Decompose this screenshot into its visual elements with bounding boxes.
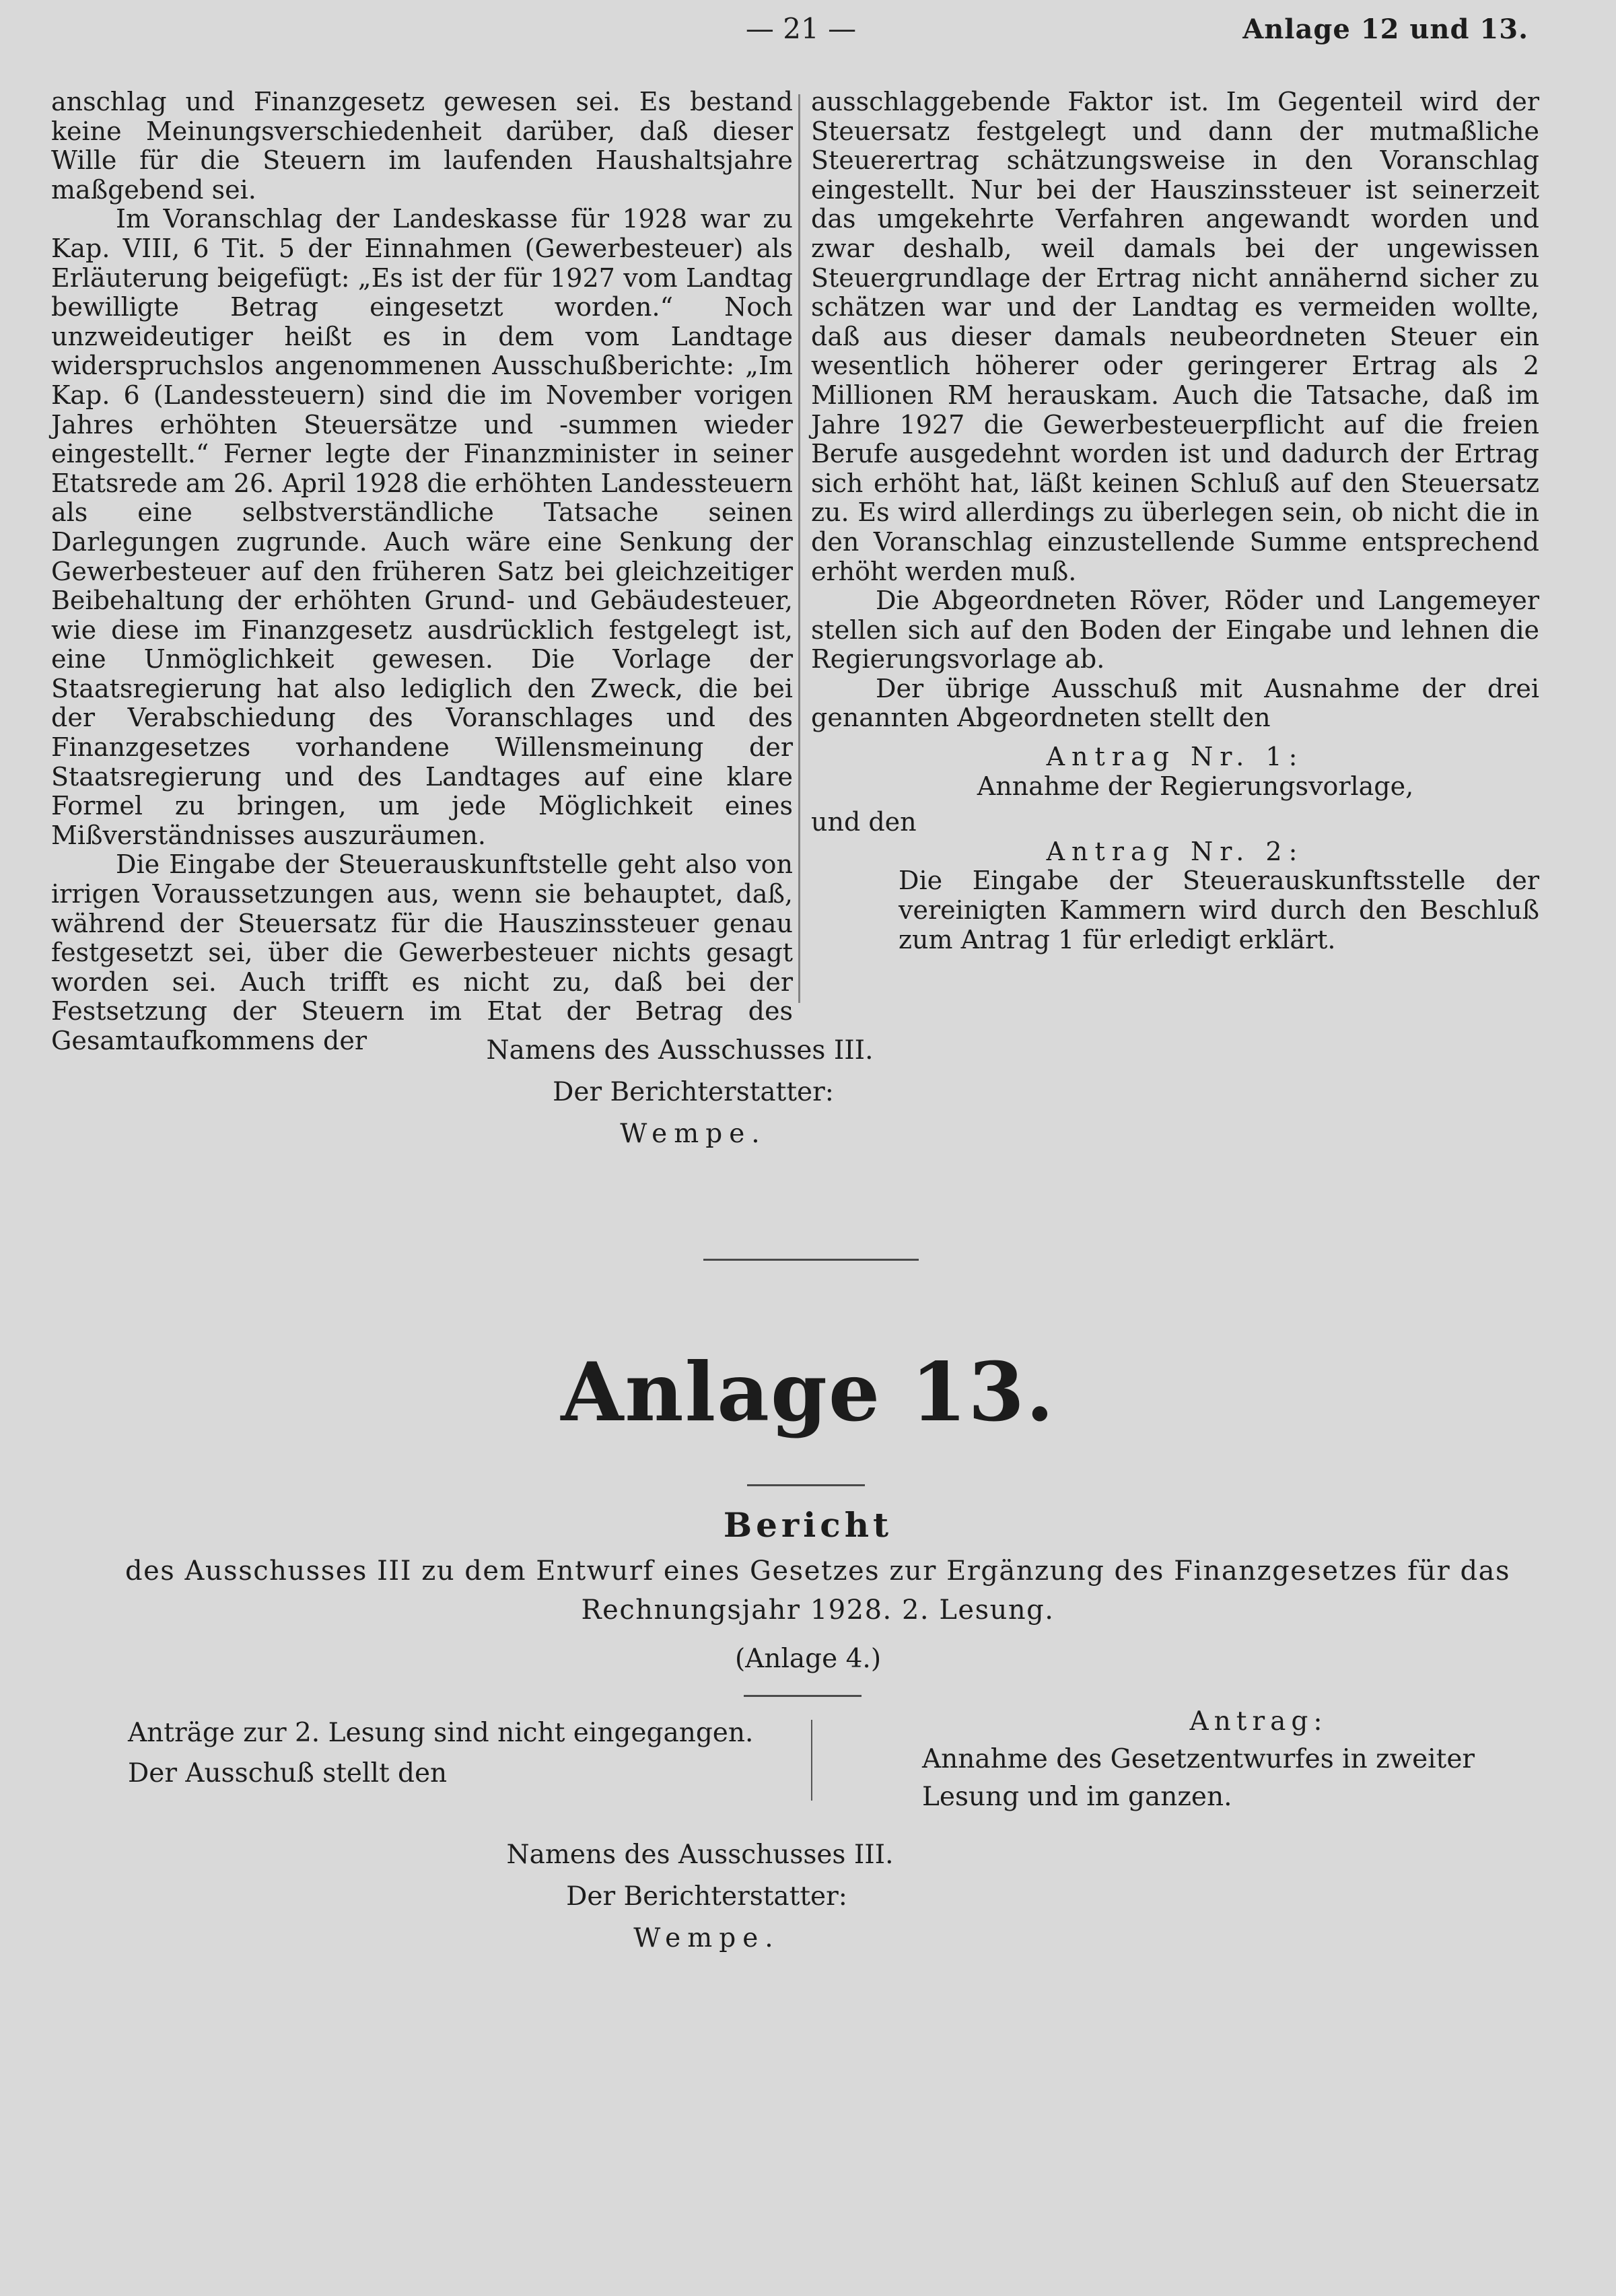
annex-antrag-label: Antrag: xyxy=(1189,1706,1328,1737)
annex-title: Anlage 13. xyxy=(561,1345,1055,1440)
signature-committee: Namens des Ausschusses III. xyxy=(506,1840,894,1870)
antrag-2-text: Die Eingabe der Steuerauskunftsstelle der vereinigten Kammern wird durch den Beschluß zum Antrag 1 für erledigt erklärt. xyxy=(899,866,1539,954)
annex-reference: (Anlage 4.) xyxy=(734,1644,882,1674)
left-paragraph-1: anschlag und Finanzgesetz gewesen sei. Es bestand keine Meinungsverschiedenheit darüber, daß dieser Wille für die Steuern im laufenden Haushaltsjahre maßgebend sei. xyxy=(51,87,793,205)
right-paragraph-3: Der übrige Ausschuß mit Ausnahme der drei genannten Abgeordneten stellt den xyxy=(811,673,1539,733)
running-title: Anlage 12 und 13. xyxy=(1242,13,1529,45)
annex-antrag-text: Annahme des Gesetzentwurfes in zweiter Lesung und im ganzen. xyxy=(922,1744,1475,1812)
report-heading: Bericht xyxy=(723,1505,893,1545)
page-number: — 21 — xyxy=(745,12,857,45)
left-column xyxy=(51,88,793,1056)
left-paragraph-3: Die Eingabe der Steuerauskunftstelle geht also von irrigen Voraussetzungen aus, wenn sie behauptet, daß, während der Steuersatz für die Hauszinssteuer genau festgesetzt sei, über die Gewerbesteuer nichts gesagt worden sei. Auch trifft es nicht zu, daß bei der Festsetzung der Steuern im Etat der Betrag des Gesamtaufkommens der xyxy=(51,849,793,1055)
signature-name: Wempe. xyxy=(633,1923,780,1953)
right-paragraph-2: Die Abgeordneten Röver, Röder und Langemeyer stellen sich auf den Boden der Eingabe und lehnen die Regierungsvorlage ab. xyxy=(811,586,1539,674)
antrag-1-label: Antrag Nr. 1: xyxy=(1046,742,1304,772)
title-underline xyxy=(747,1484,865,1486)
column-divider xyxy=(798,94,800,1003)
antrag-2-label: Antrag Nr. 2: xyxy=(1046,836,1304,866)
right-paragraph-1: ausschlaggebende Faktor ist. Im Gegenteil wird der Steuersatz festgelegt und dann der mutmaßliche Steuerertrag schätzungsweise in den Voranschlag eingestellt. Nur bei der Hauszinssteuer ist seinerzeit das umgekehrte Verfahren angewandt worden und zwar deshalb, weil damals bei der ungewissen Steuergrundlage der Ertrag nicht annähernd sicher zu schätzen war und der Landtag es vermeiden wollte, daß aus dieser damals neubeordneten Steuer ein wesentlich höherer oder geringerer Ertrag als 2 Millionen RM herauskam. Auch die Tatsache, daß im Jahre 1927 die Gewerbesteuerpflicht auf die freien Berufe ausgedehnt worden ist und dadurch der Ertrag sich erhöht hat, läßt keinen Schluß auf den Steuersatz zu. Es wird allerdings zu überlegen sein, ob nicht die in den Voranschlag einzustellende Summe entsprechend erhöht werden muß. xyxy=(811,87,1539,586)
no-motions-line: Anträge zur 2. Lesung sind nicht eingegangen. xyxy=(128,1718,754,1748)
left-paragraph-2: Im Voranschlag der Landeskasse für 1928 war zu Kap. VIII, 6 Tit. 5 der Einnahmen (Gewerbesteuer) als Erläuterung beigefügt: „Es ist der für 1927 vom Landtag bewilligte Betrag eingesetzt worden.“ Noch unzweideutiger heißt es in dem vom Landtage widerspruchslos angenommenen Ausschußberichte: „Im Kap. 6 (Landessteuern) sind die im November vorigen Jahres erhöhten Steuersätze und -summen wieder eingestellt.“ Ferner legte der Finanzminister in seiner Etatsrede am 26. April 1928 die erhöhten Landessteuern als eine selbstverständliche Tatsache seinen Darlegungen zugrunde. Auch wäre eine Senkung der Gewerbesteuer auf den früheren Satz bei gleichzeitiger Beibehaltung der erhöhten Grund- und Gebäudesteuer, wie diese im Finanzgesetz ausdrücklich festgelegt ist, eine Unmöglichkeit gewesen. Die Vorlage der Staatsregierung hat also lediglich den Zweck, die bei der Verabschiedung des Voranschlages und des Finanzgesetzes vorhandene Willensmeinung der Staatsregierung und des Landtages auf eine klare Formel zu bringen, um jede Möglichkeit eines Mißverständnisses auszuräumen. xyxy=(51,204,793,850)
und-den: und den xyxy=(811,807,917,837)
section-divider xyxy=(703,1259,919,1261)
signature-role: Der Berichterstatter: xyxy=(566,1881,847,1912)
signature-name: Wempe. xyxy=(620,1119,767,1149)
annex-left-text xyxy=(128,1713,801,1794)
signature-committee: Namens des Ausschusses III. xyxy=(486,1035,874,1066)
annex-divider xyxy=(811,1720,812,1801)
reference-underline xyxy=(744,1695,862,1697)
antrag-1-text: Annahme der Regierungsvorlage, xyxy=(977,771,1414,801)
annex-antrag xyxy=(895,1703,1555,1816)
signature-role: Der Berichterstatter: xyxy=(553,1077,834,1107)
signature-block-1 xyxy=(404,1030,1010,1155)
committee-moves-line: Der Ausschuß stellt den xyxy=(128,1758,448,1788)
right-column xyxy=(811,88,1539,954)
signature-block-2 xyxy=(404,1834,1010,1959)
report-subtitle: des Ausschusses III zu dem Entwurf eines Gesetzes zur Ergänzung des Finanzgesetzes für das Rechnungsjahr 1928. 2. Lesung. xyxy=(125,1556,1510,1626)
